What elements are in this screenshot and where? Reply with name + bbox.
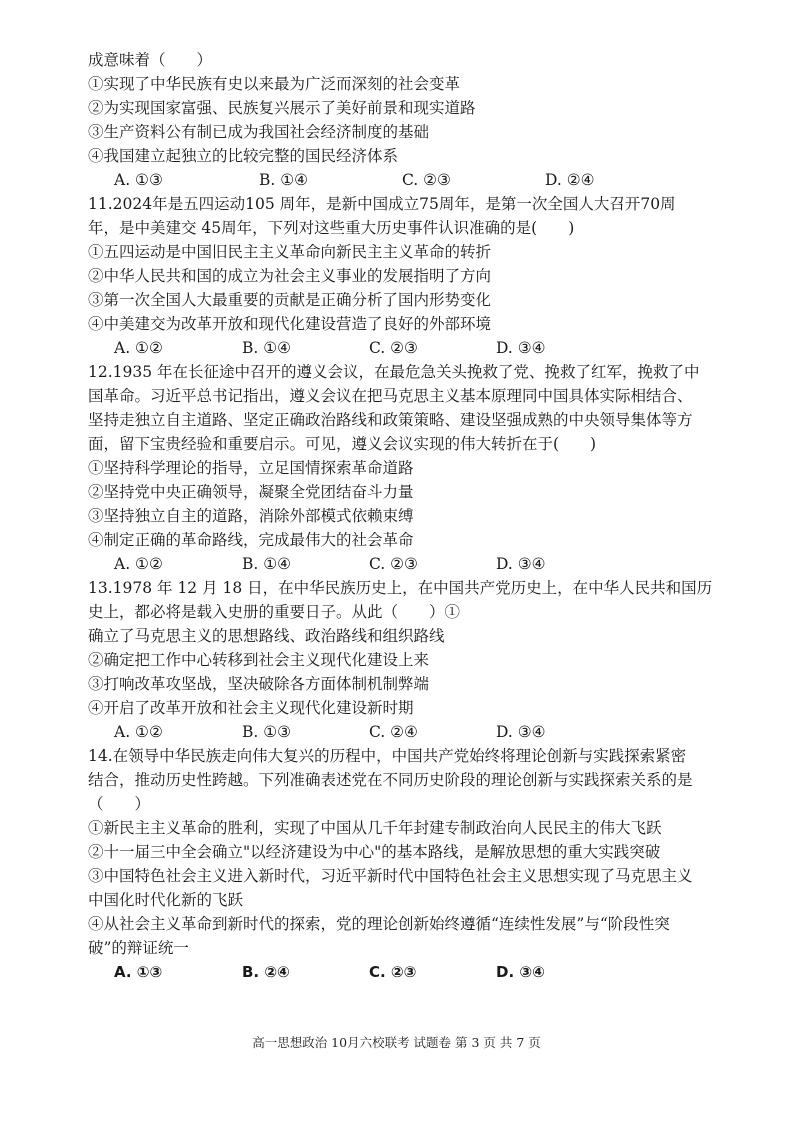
option-b: B. ①④ (242, 339, 292, 357)
option-a: A. ①② (114, 723, 163, 741)
question-content (88, 48, 714, 984)
statement-item: ①坚持科学理论的指导，立足国情探索革命道路 (88, 459, 414, 477)
statement-item: ①新民主主义革命的胜利，实现了中国从几千年封建专制政治向人民民主的伟大飞跃 (88, 819, 662, 837)
question-stem: 坚持走独立自主道路、坚定正确政治路线和政策策略、建设坚强成熟的中央领导集体等方 (88, 411, 693, 429)
statement-item: ①实现了中华民族有史以来最为广泛而深刻的社会变革 (88, 75, 461, 93)
option-b: B. ②④ (242, 963, 290, 981)
statement-item: ④从社会主义革命到新时代的探索，党的理论创新始终遵循“连续性发展”与“阶段性突 (88, 915, 670, 933)
statement-item: ①五四运动是中国旧民主主义革命向新民主主义革命的转折 (88, 243, 492, 261)
answer-options (88, 168, 714, 192)
option-a: A. ①② (114, 555, 163, 573)
option-a: A. ①③ (114, 963, 163, 981)
answer-options (88, 960, 714, 984)
statement-item: ②为实现国家富强、民族复兴展示了美好前景和现实道路 (88, 99, 476, 117)
page-footer: 高一思想政治 10月六校联考 试题卷 第 3 页 共 7 页 (252, 1035, 541, 1050)
statement-item: 中国化时代化新的飞跃 (88, 891, 244, 909)
option-d: D. ③④ (496, 723, 546, 741)
statement-item: 破”的辩证统一 (88, 939, 189, 957)
question-stem: 12.1935 年在长征途中召开的遵义会议，在最危急关头挽救了党、挽救了红军，挽救了中 (88, 363, 700, 381)
question-10 (88, 48, 714, 192)
option-c: C. ②④ (369, 723, 418, 741)
question-stem: 史上，都必将是载入史册的重要日子。从此（ ）① (88, 603, 461, 621)
question-stem: 成意味着（ ） (88, 51, 213, 69)
statement-item: ③打响改革攻坚战，坚决破除各方面体制机制弊端 (88, 675, 430, 693)
question-stem: 年，是中美建交 45周年，下列对这些重大历史事件认识准确的是( ) (88, 219, 575, 237)
statement-item: ③生产资料公有制已成为我国社会经济制度的基础 (88, 123, 430, 141)
option-d: D. ③④ (496, 339, 546, 357)
question-12 (88, 360, 714, 576)
question-stem: 国革命。习近平总书记指出，遵义会议在把马克思主义基本原理同中国具体实际相结合、 (88, 387, 693, 405)
question-stem: （ ） (88, 795, 151, 813)
question-stem: 结合，推动历史性跨越。下列准确表述党在不同历史阶段的理论创新与实践探索关系的是 (88, 771, 693, 789)
statement-item: ②十一届三中全会确立"以经济建设为中心"的基本路线，是解放思想的重大实践突破 (88, 843, 661, 861)
question-11 (88, 192, 714, 360)
statement-item: 确立了马克思主义的思想路线、政治路线和组织路线 (88, 627, 445, 645)
statement-item: ④开启了改革开放和社会主义现代化建设新时期 (88, 699, 414, 717)
option-d: D. ③④ (496, 963, 545, 981)
answer-options (88, 336, 714, 360)
answer-options (88, 552, 714, 576)
answer-options (88, 720, 714, 744)
statement-item: ③中国特色社会主义进入新时代，习近平新时代中国特色社会主义思想实现了马克思主义 (88, 867, 693, 885)
question-stem: 13.1978 年 12 月 18 日，在中华民族历史上，在中国共产党历史上，在中华人民共和国历 (88, 579, 713, 597)
statement-item: ②确定把工作中心转移到社会主义现代化建设上来 (88, 651, 430, 669)
option-c: C. ②③ (369, 555, 418, 573)
option-c: C. ②③ (369, 339, 418, 357)
question-stem: 14.在领导中华民族走向伟大复兴的历程中，中国共产党始终将理论创新与实践探索紧密 (88, 747, 687, 765)
question-14 (88, 744, 714, 984)
statement-item: ②坚持党中央正确领导，凝聚全党团结奋斗力量 (88, 483, 414, 501)
question-13 (88, 576, 714, 744)
option-b: B. ①③ (242, 723, 292, 741)
question-stem: 11.2024年是五四运动105 周年，是新中国成立75周年，是第一次全国人大召开70周 (88, 195, 676, 213)
statement-item: ③坚持独立自主的道路，消除外部模式依赖束缚 (88, 507, 414, 525)
option-d: D. ②④ (545, 171, 595, 189)
statement-item: ④中美建交为改革开放和现代化建设营造了良好的外部环境 (88, 315, 492, 333)
option-a: A. ①② (114, 339, 163, 357)
option-b: B. ①④ (259, 171, 309, 189)
statement-item: ④我国建立起独立的比较完整的国民经济体系 (88, 147, 399, 165)
statement-item: ②中华人民共和国的成立为社会主义事业的发展指明了方向 (88, 267, 492, 285)
option-c: C. ②③ (369, 963, 417, 981)
statement-item: ④制定正确的革命路线，完成最伟大的社会革命 (88, 531, 414, 549)
option-c: C. ②③ (402, 171, 451, 189)
option-d: D. ③④ (496, 555, 546, 573)
statement-item: ③第一次全国人大最重要的贡献是正确分析了国内形势变化 (88, 291, 492, 309)
option-a: A. ①③ (114, 171, 163, 189)
option-b: B. ①④ (242, 555, 292, 573)
question-stem: 面，留下宝贵经验和重要启示。可见，遵义会议实现的伟大转折在于( ) (88, 435, 597, 453)
